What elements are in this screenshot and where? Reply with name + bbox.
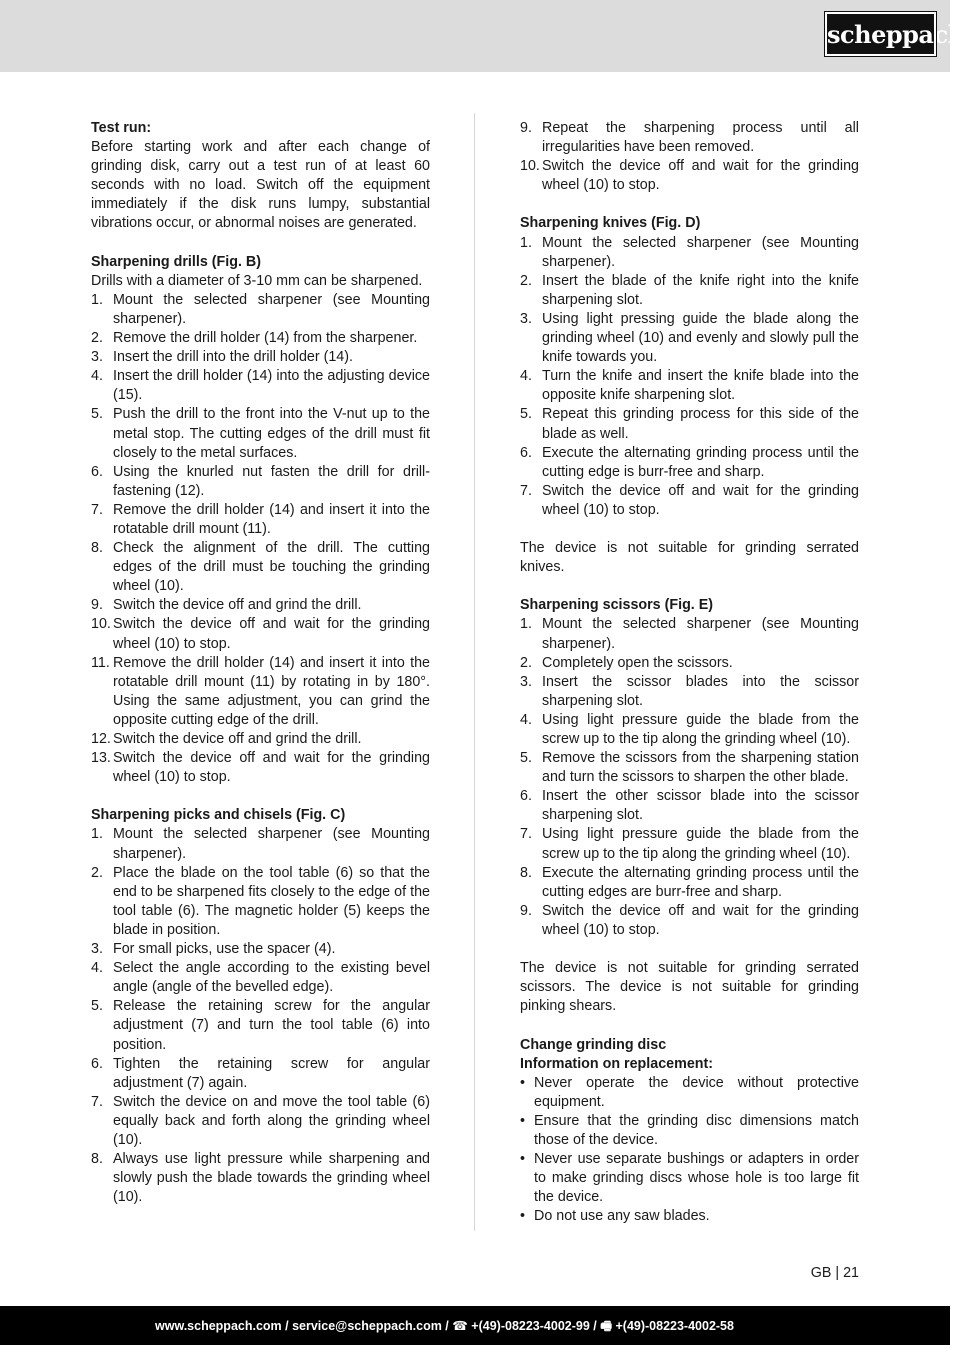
- list-item: [520, 405, 859, 443]
- list-item: [520, 615, 859, 653]
- list-text: Select the angle according to the existing bevel angle (angle of the bevelled edge).: [113, 960, 430, 996]
- list-item: [520, 310, 859, 367]
- list-number: 7.: [91, 1093, 103, 1110]
- list-text: Insert the scissor blades into the scissor sharpening slot.: [542, 673, 859, 709]
- list-item: [91, 940, 430, 959]
- list-number: 5.: [91, 998, 103, 1015]
- list-item: [91, 825, 430, 863]
- list-text: Switch the device off and wait for the grinding wheel (10) to stop.: [542, 158, 859, 194]
- list-number: 6.: [520, 444, 532, 461]
- list-text: Switch the device on and move the tool table (6) equally back and forth along the grinding wheel (10).: [113, 1093, 430, 1148]
- list-item: [520, 902, 859, 940]
- list-number: 8.: [91, 1151, 103, 1168]
- bullet-icon: •: [520, 1074, 526, 1091]
- list-number: 5.: [91, 406, 103, 423]
- list-item: [91, 730, 430, 749]
- list-number: 3.: [91, 941, 103, 958]
- list-text: Switch the device off and wait for the grinding wheel (10) to stop.: [542, 482, 859, 518]
- column-divider: [474, 113, 475, 1231]
- footer-contact: www.scheppach.com / service@scheppach.com / ☎ +(49)-08223-4002-99 / 🖷 +(49)-08223-4002-58: [155, 1319, 734, 1333]
- list-text: Switch the device off and wait for the grinding wheel (10) to stop.: [113, 750, 430, 786]
- list-number: 5.: [520, 406, 532, 423]
- list-item: [91, 348, 430, 367]
- numbered-list: [520, 615, 859, 940]
- list-number: 6.: [91, 463, 103, 480]
- list-number: 4.: [91, 368, 103, 385]
- list-text: For small picks, use the spacer (4).: [113, 941, 336, 958]
- list-number: 3.: [520, 673, 532, 690]
- list-number: 1.: [520, 616, 532, 633]
- list-number: 6.: [91, 1055, 103, 1072]
- list-number: 7.: [91, 501, 103, 518]
- section-test-run: [91, 119, 430, 234]
- section-title: Sharpening drills (Fig. B): [91, 253, 261, 270]
- list-text: Place the blade on the tool table (6) so that the end to be sharpened fits closely to the edge of the tool table (6). The magnetic holder (5) keeps the blade in position.: [113, 864, 430, 938]
- list-number: 1.: [520, 234, 532, 251]
- list-number: 10.: [91, 616, 111, 633]
- bullet-text: Never use separate bushings or adapters in order to make grinding discs whose hole is too large fit the device.: [534, 1151, 859, 1206]
- paragraph: Before starting work and after each change of grinding disk, carry out a test run of at least 60 seconds with no load. Switch off the equipment immediately if the disk runs lumpy, substantial vibrations occur, or abnormal noises are generated.: [91, 139, 430, 232]
- section-picks-continued: [520, 119, 859, 195]
- list-item: [520, 825, 859, 863]
- list-text: Switch the device off and grind the drill.: [113, 731, 362, 747]
- list-item: [91, 329, 430, 348]
- section-sharpening-scissors: [520, 596, 859, 940]
- list-item: [91, 997, 430, 1054]
- section-sharpening-knives: [520, 214, 859, 520]
- list-number: 9.: [520, 120, 532, 136]
- list-number: 3.: [520, 310, 532, 327]
- list-number: 9.: [520, 902, 532, 919]
- list-item: [91, 749, 430, 787]
- list-number: 4.: [520, 368, 532, 385]
- list-number: 8.: [520, 864, 532, 881]
- bullet-icon: •: [520, 1151, 526, 1168]
- list-item: [520, 272, 859, 310]
- list-text: Mount the selected sharpener (see Mounting sharpener).: [542, 234, 859, 270]
- list-item: [520, 673, 859, 711]
- list-item: [91, 367, 430, 405]
- bullet-list: [520, 1074, 859, 1227]
- list-item: [520, 787, 859, 825]
- list-item: [91, 615, 430, 653]
- list-item: [91, 539, 430, 596]
- list-text: Repeat this grinding process for this side of the blade as well.: [542, 406, 859, 442]
- list-text: Insert the other scissor blade into the scissor sharpening slot.: [542, 788, 859, 824]
- list-number: 3.: [91, 349, 103, 366]
- list-number: 12.: [91, 731, 111, 747]
- list-number: 2.: [91, 330, 103, 347]
- list-item: [520, 234, 859, 272]
- list-text: Turn the knife and insert the knife blade into the opposite knife sharpening slot.: [542, 368, 859, 404]
- bullet-text: Do not use any saw blades.: [534, 1208, 710, 1225]
- list-number: 8.: [91, 540, 103, 557]
- section-title: Sharpening picks and chisels (Fig. C): [91, 807, 346, 824]
- right-column: [520, 119, 859, 1246]
- numbered-list: [91, 291, 430, 787]
- list-number: 1.: [91, 826, 103, 843]
- list-text: Execute the alternating grinding process until the cutting edge is burr-free and sharp.: [542, 444, 859, 480]
- bullet-item: [520, 1150, 859, 1207]
- section-sharpening-drills: [91, 253, 430, 788]
- list-text: Mount the selected sharpener (see Mounting sharpener).: [542, 616, 859, 652]
- list-number: 5.: [520, 750, 532, 767]
- list-number: 4.: [520, 711, 532, 728]
- brand-logo: scheppach: [825, 12, 936, 56]
- list-item: [91, 864, 430, 940]
- numbered-list: [91, 825, 430, 1207]
- list-text: Always use light pressure while sharpening and slowly push the blade towards the grinding wheel (10).: [113, 1151, 430, 1206]
- left-column: [91, 119, 430, 1226]
- list-number: 2.: [91, 864, 103, 881]
- list-item: [520, 444, 859, 482]
- bullet-icon: •: [520, 1112, 526, 1129]
- numbered-list: [520, 119, 859, 195]
- bullet-item: [520, 1074, 859, 1112]
- list-text: Check the alignment of the drill. The cutting edges of the drill must be touching the grinding wheel (10).: [113, 540, 430, 595]
- list-text: Switch the device off and grind the drill.: [113, 597, 362, 614]
- list-item: [520, 367, 859, 405]
- list-number: 2.: [520, 272, 532, 289]
- knives-note: [520, 539, 859, 577]
- section-title: Sharpening knives (Fig. D): [520, 215, 701, 232]
- list-item: [520, 864, 859, 902]
- list-number: 4.: [91, 960, 103, 977]
- bullet-icon: •: [520, 1208, 526, 1225]
- list-text: Mount the selected sharpener (see Mounting sharpener).: [113, 291, 430, 327]
- list-number: 7.: [520, 482, 532, 499]
- list-text: Push the drill to the front into the V-nut up to the metal stop. The cutting edges of the drill must fit closely to the metal surfaces.: [113, 406, 430, 461]
- list-item: [91, 596, 430, 615]
- section-title: Change grinding disc: [520, 1036, 667, 1053]
- list-text: Insert the blade of the knife right into the knife sharpening slot.: [542, 272, 859, 308]
- list-text: Execute the alternating grinding process until the cutting edges are burr-free and sharp.: [542, 864, 859, 900]
- section-title: Sharpening scissors (Fig. E): [520, 597, 714, 614]
- bullet-item: [520, 1207, 859, 1226]
- list-item: [520, 482, 859, 520]
- paragraph: The device is not suitable for grinding serrated knives.: [520, 540, 859, 576]
- list-item: [520, 119, 859, 157]
- numbered-list: [520, 234, 859, 520]
- scissors-note: [520, 959, 859, 1016]
- bullet-text: Ensure that the grinding disc dimensions match those of the device.: [534, 1112, 859, 1148]
- list-item: [91, 654, 430, 730]
- list-text: Remove the scissors from the sharpening station and turn the scissors to sharpen the other blade.: [542, 750, 859, 786]
- list-text: Insert the drill into the drill holder (14).: [113, 349, 353, 366]
- list-number: 6.: [520, 788, 532, 805]
- list-item: [520, 749, 859, 787]
- list-item: [91, 1055, 430, 1093]
- list-text: Release the retaining screw for the angular adjustment (7) and turn the tool table (6) into position.: [113, 998, 430, 1053]
- list-text: Switch the device off and wait for the grinding wheel (10) to stop.: [113, 616, 430, 652]
- list-text: Using light pressure guide the blade from the screw up to the tip along the grinding wheel (10).: [542, 711, 859, 747]
- list-number: 10.: [520, 158, 540, 175]
- list-number: 9.: [91, 597, 103, 614]
- page-number: GB | 21: [810, 1265, 859, 1281]
- paragraph: The device is not suitable for grinding serrated scissors. The device is not suitable for grinding pinking shears.: [520, 960, 859, 1015]
- paragraph: Drills with a diameter of 3-10 mm can be sharpened.: [91, 272, 423, 289]
- list-number: 1.: [91, 291, 103, 308]
- section-change-disc: [520, 1036, 859, 1227]
- list-text: Repeat the sharpening process until all irregularities have been removed.: [542, 120, 859, 156]
- bullet-item: [520, 1112, 859, 1150]
- list-number: 11.: [91, 654, 110, 671]
- list-item: [91, 501, 430, 539]
- list-item: [520, 654, 859, 673]
- bullet-text: Never operate the device without protective equipment.: [534, 1074, 859, 1110]
- list-item: [520, 157, 859, 195]
- list-text: Mount the selected sharpener (see Mounting sharpener).: [113, 826, 430, 862]
- list-item: [91, 959, 430, 997]
- list-text: Remove the drill holder (14) from the sharpener.: [113, 330, 418, 347]
- section-sharpening-picks: [91, 806, 430, 1207]
- list-text: Using light pressing guide the blade along the grinding wheel (10) and evenly and slowly pull the knife towards you.: [542, 310, 859, 366]
- section-title: Test run:: [91, 120, 152, 136]
- list-item: [91, 1150, 430, 1207]
- list-text: Tighten the retaining screw for angular adjustment (7) again.: [113, 1055, 430, 1091]
- list-text: Using light pressure guide the blade from the screw up to the tip along the grinding wheel (10).: [542, 826, 859, 862]
- footer-band: [0, 1306, 950, 1345]
- list-item: [91, 405, 430, 462]
- list-text: Remove the drill holder (14) and insert it into the rotatable drill mount (11).: [113, 501, 430, 537]
- section-subtitle: Information on replacement:: [520, 1055, 714, 1072]
- list-text: Completely open the scissors.: [542, 654, 733, 671]
- list-item: [91, 291, 430, 329]
- list-text: Insert the drill holder (14) into the adjusting device (15).: [113, 368, 430, 404]
- list-item: [91, 463, 430, 501]
- list-item: [91, 1093, 430, 1150]
- list-number: 7.: [520, 826, 532, 843]
- list-text: Using the knurled nut fasten the drill for drill-fastening (12).: [113, 463, 430, 499]
- list-text: Switch the device off and wait for the grinding wheel (10) to stop.: [542, 902, 859, 938]
- header-band: [0, 0, 965, 72]
- list-item: [520, 711, 859, 749]
- list-number: 13.: [91, 750, 111, 767]
- list-number: 2.: [520, 654, 532, 671]
- list-text: Remove the drill holder (14) and insert it into the rotatable drill mount (11) by rotating in by 180°. Using the same adjustment, you can grind the opposite cutting edge of the drill.: [113, 654, 430, 728]
